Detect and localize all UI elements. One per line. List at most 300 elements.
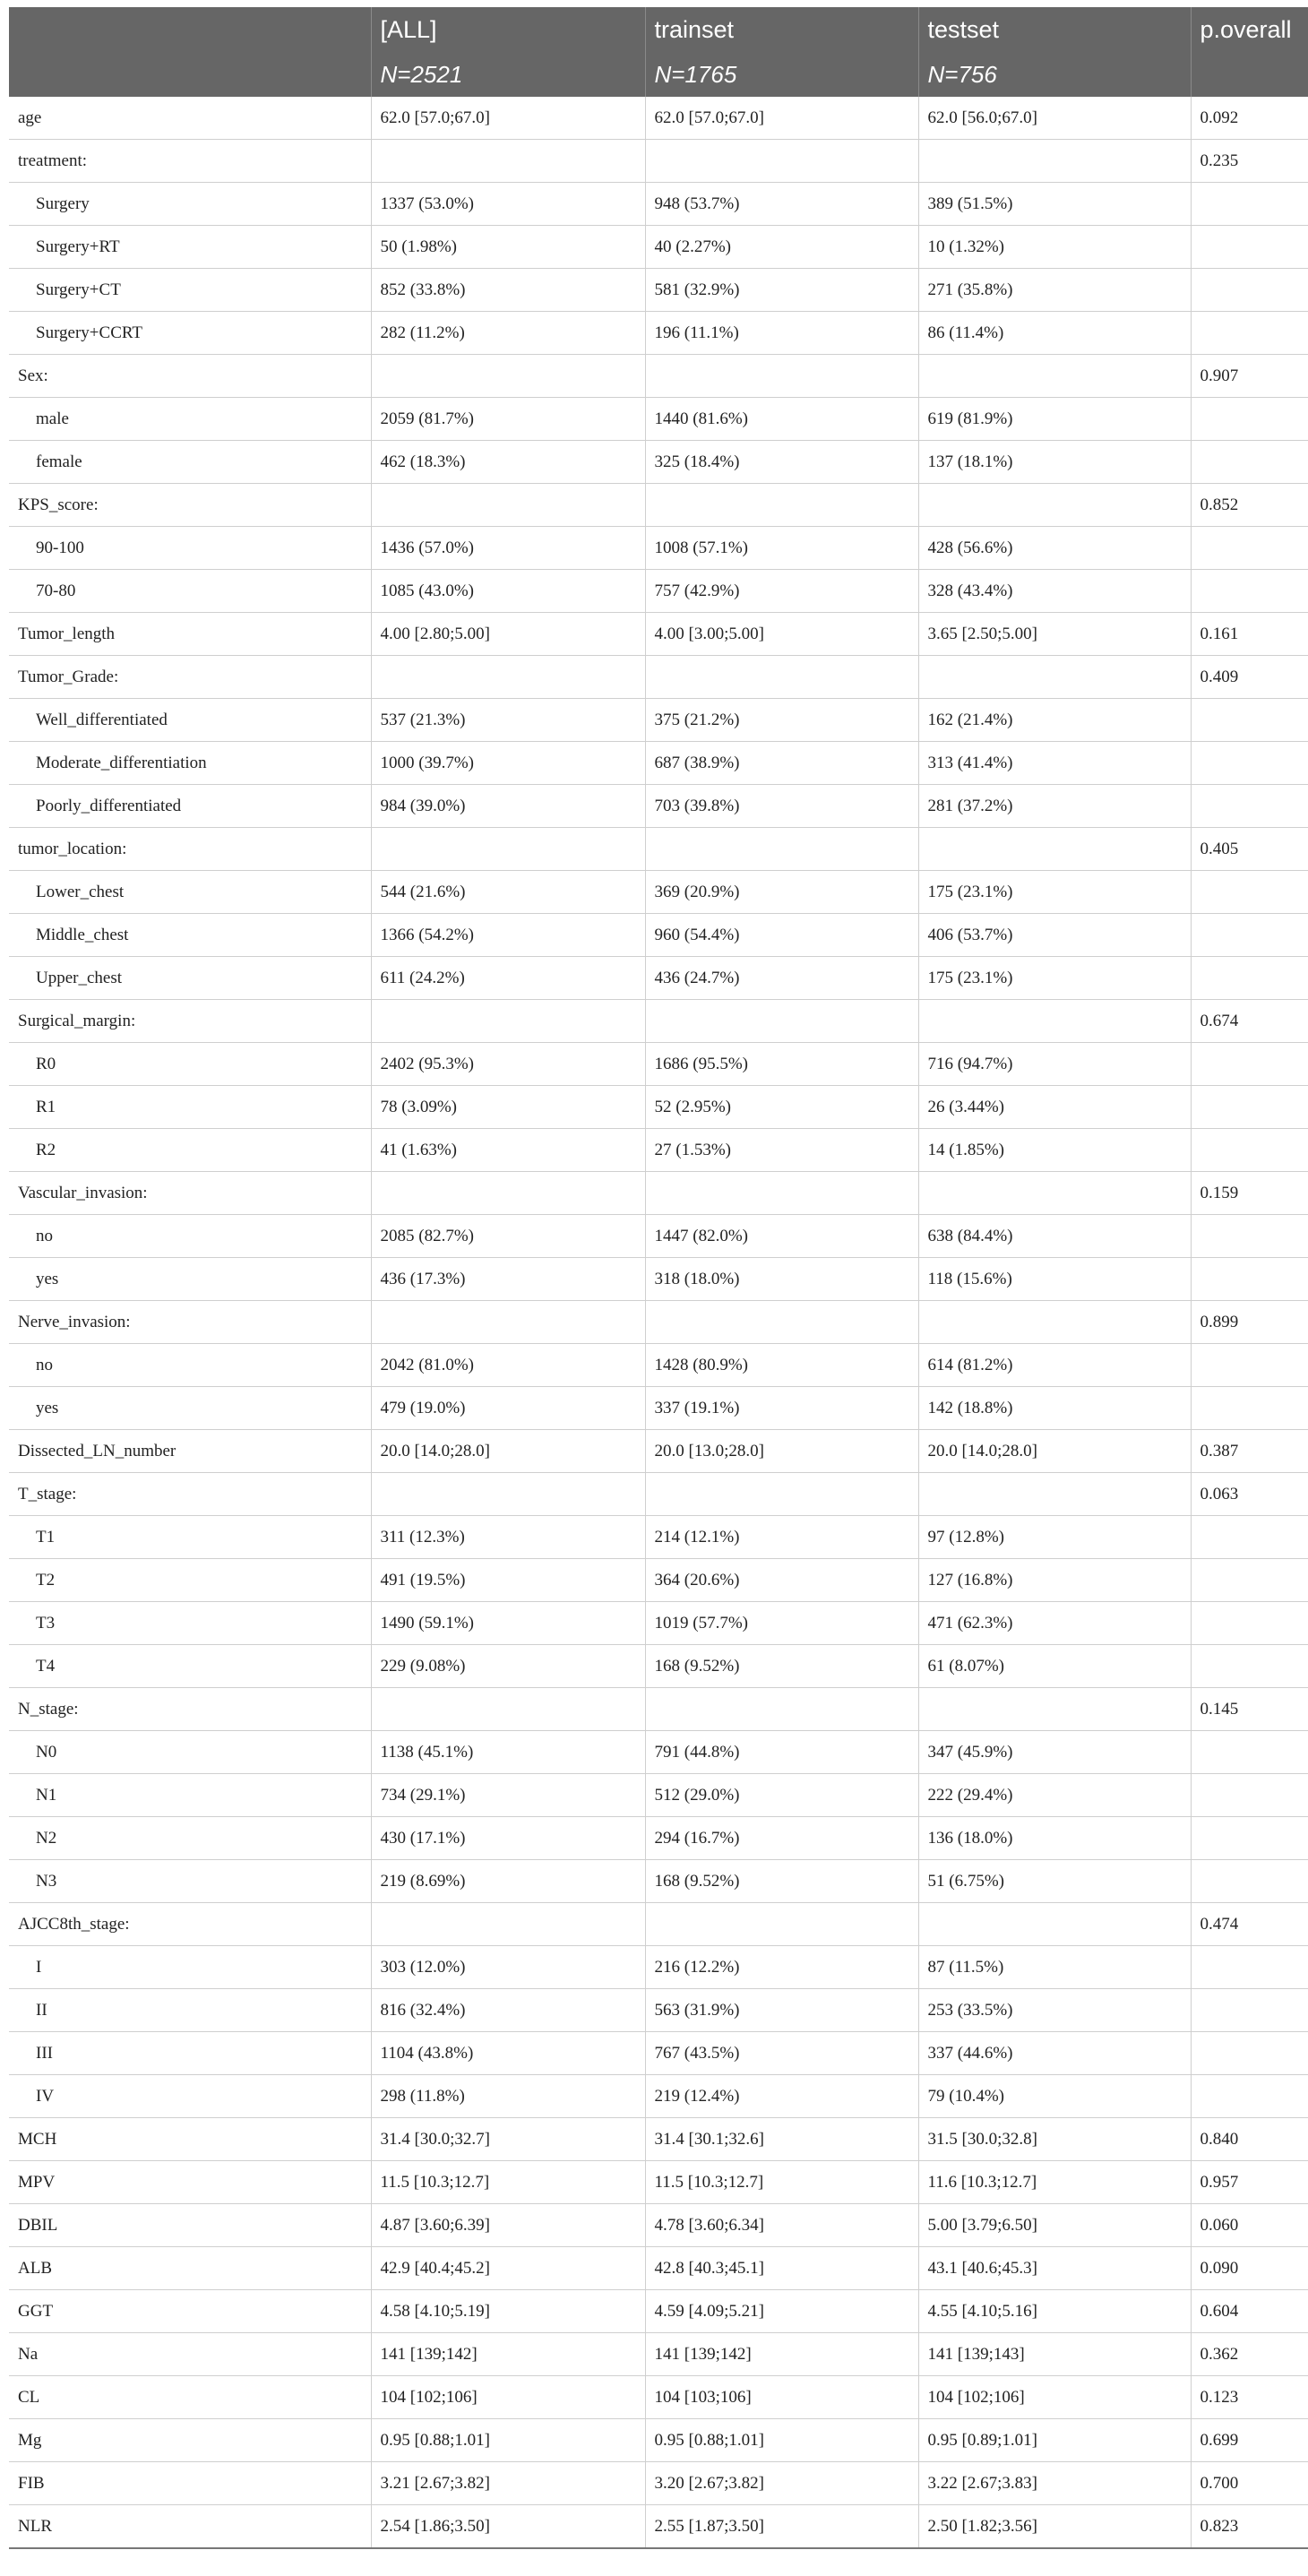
cell-all: 462 (18.3%) [371,441,645,484]
cell-trainset: 436 (24.7%) [645,957,918,1000]
cell-p-overall: 0.699 [1191,2419,1308,2462]
cell-trainset: 337 (19.1%) [645,1387,918,1430]
row-label: GGT [9,2290,371,2333]
cell-p-overall: 0.092 [1191,97,1308,140]
cell-testset: 141 [139;143] [918,2333,1191,2376]
cell-testset: 614 (81.2%) [918,1344,1191,1387]
cell-all: 537 (21.3%) [371,699,645,742]
cell-trainset [645,140,918,183]
cell-testset: 347 (45.9%) [918,1731,1191,1774]
header-row [9,7,1308,52]
cell-testset: 638 (84.4%) [918,1215,1191,1258]
cell-testset [918,828,1191,871]
cell-testset: 51 (6.75%) [918,1860,1191,1903]
row-label: MPV [9,2161,371,2204]
cell-p-overall [1191,1043,1308,1086]
cell-testset: 716 (94.7%) [918,1043,1191,1086]
cell-testset: 253 (33.5%) [918,1989,1191,2032]
cell-all: 1490 (59.1%) [371,1602,645,1645]
row-label: Surgical_margin: [9,1000,371,1043]
cell-testset: 87 (11.5%) [918,1946,1191,1989]
cell-p-overall [1191,1946,1308,1989]
table-row [9,2290,1308,2333]
cell-testset: 313 (41.4%) [918,742,1191,785]
cell-p-overall [1191,1817,1308,1860]
cell-p-overall: 0.474 [1191,1903,1308,1946]
cell-all: 984 (39.0%) [371,785,645,828]
row-label: T2 [9,1559,371,1602]
cell-trainset: 141 [139;142] [645,2333,918,2376]
cell-p-overall [1191,1086,1308,1129]
cell-all: 0.95 [0.88;1.01] [371,2419,645,2462]
table-row [9,183,1308,226]
cell-trainset: 1008 (57.1%) [645,527,918,570]
cell-p-overall: 0.957 [1191,2161,1308,2204]
cell-testset: 619 (81.9%) [918,398,1191,441]
cell-testset: 389 (51.5%) [918,183,1191,226]
cell-testset: 142 (18.8%) [918,1387,1191,1430]
cell-trainset: 687 (38.9%) [645,742,918,785]
cell-all: 4.00 [2.80;5.00] [371,613,645,656]
table-row [9,914,1308,957]
row-label: N_stage: [9,1688,371,1731]
cell-trainset [645,484,918,527]
table-row [9,570,1308,613]
table-row [9,656,1308,699]
cell-all: 2059 (81.7%) [371,398,645,441]
cell-all [371,1688,645,1731]
row-label: 70-80 [9,570,371,613]
cell-trainset: 364 (20.6%) [645,1559,918,1602]
cell-testset: 43.1 [40.6;45.3] [918,2247,1191,2290]
cell-all: 2402 (95.3%) [371,1043,645,1086]
table-row [9,97,1308,140]
cell-trainset: 40 (2.27%) [645,226,918,269]
row-label: Na [9,2333,371,2376]
cell-testset: 162 (21.4%) [918,699,1191,742]
row-label: N1 [9,1774,371,1817]
cell-trainset [645,1688,918,1731]
table-row [9,2333,1308,2376]
table-row [9,312,1308,355]
cell-trainset [645,1301,918,1344]
row-label: Surgery [9,183,371,226]
cell-p-overall [1191,785,1308,828]
row-label: R2 [9,1129,371,1172]
cell-p-overall [1191,1731,1308,1774]
table-row [9,1043,1308,1086]
cell-all: 4.87 [3.60;6.39] [371,2204,645,2247]
cell-testset: 337 (44.6%) [918,2032,1191,2075]
cell-p-overall [1191,226,1308,269]
cell-all: 3.21 [2.67;3.82] [371,2462,645,2505]
cell-all: 11.5 [10.3;12.7] [371,2161,645,2204]
table-row [9,1258,1308,1301]
row-label: Tumor_Grade: [9,656,371,699]
cell-p-overall [1191,1516,1308,1559]
table-row [9,2204,1308,2247]
cell-trainset: 104 [103;106] [645,2376,918,2419]
cell-all: 298 (11.8%) [371,2075,645,2118]
table-row [9,398,1308,441]
cell-testset: 127 (16.8%) [918,1559,1191,1602]
row-label: Lower_chest [9,871,371,914]
header-cell-all: [ALL] [371,7,645,52]
table-row [9,613,1308,656]
cell-p-overall [1191,441,1308,484]
cell-all: 2042 (81.0%) [371,1344,645,1387]
cell-testset: 3.22 [2.67;3.83] [918,2462,1191,2505]
count-cell-p-overall [1191,52,1308,97]
cell-all [371,140,645,183]
row-label: Surgery+CT [9,269,371,312]
cell-all: 430 (17.1%) [371,1817,645,1860]
cell-trainset: 318 (18.0%) [645,1258,918,1301]
cell-testset: 406 (53.7%) [918,914,1191,957]
cell-p-overall: 0.907 [1191,355,1308,398]
cell-testset [918,355,1191,398]
cell-all [371,1473,645,1516]
table-row [9,1946,1308,1989]
header-cell-variable [9,7,371,52]
cell-testset: 11.6 [10.3;12.7] [918,2161,1191,2204]
cell-trainset: 42.8 [40.3;45.1] [645,2247,918,2290]
cell-p-overall [1191,699,1308,742]
cell-trainset: 1428 (80.9%) [645,1344,918,1387]
cell-p-overall [1191,742,1308,785]
cell-p-overall [1191,183,1308,226]
cell-p-overall: 0.060 [1191,2204,1308,2247]
cell-testset: 222 (29.4%) [918,1774,1191,1817]
cell-p-overall [1191,871,1308,914]
cell-testset: 20.0 [14.0;28.0] [918,1430,1191,1473]
table-body [9,97,1308,2548]
cell-p-overall [1191,570,1308,613]
cell-trainset: 791 (44.8%) [645,1731,918,1774]
table-row [9,1774,1308,1817]
row-label: N0 [9,1731,371,1774]
count-cell-variable [9,52,371,97]
table-row [9,2032,1308,2075]
cell-p-overall: 0.090 [1191,2247,1308,2290]
cell-trainset: 325 (18.4%) [645,441,918,484]
cell-trainset: 4.00 [3.00;5.00] [645,613,918,656]
baseline-characteristics-table [9,7,1308,2549]
row-label: II [9,1989,371,2032]
row-label: T1 [9,1516,371,1559]
table-row [9,785,1308,828]
row-label: ALB [9,2247,371,2290]
cell-all [371,1172,645,1215]
row-label: yes [9,1258,371,1301]
cell-testset: 118 (15.6%) [918,1258,1191,1301]
cell-trainset: 1447 (82.0%) [645,1215,918,1258]
cell-all: 1085 (43.0%) [371,570,645,613]
cell-all [371,1000,645,1043]
cell-p-overall [1191,1129,1308,1172]
cell-testset: 79 (10.4%) [918,2075,1191,2118]
cell-trainset [645,828,918,871]
cell-p-overall [1191,1387,1308,1430]
cell-p-overall: 0.409 [1191,656,1308,699]
cell-testset [918,1301,1191,1344]
row-label: Middle_chest [9,914,371,957]
cell-p-overall: 0.899 [1191,1301,1308,1344]
cell-p-overall [1191,914,1308,957]
cell-all: 436 (17.3%) [371,1258,645,1301]
cell-all: 219 (8.69%) [371,1860,645,1903]
cell-testset [918,1903,1191,1946]
cell-p-overall: 0.145 [1191,1688,1308,1731]
cell-trainset [645,1473,918,1516]
cell-p-overall [1191,1860,1308,1903]
cell-all: 141 [139;142] [371,2333,645,2376]
cell-testset [918,140,1191,183]
cell-trainset: 4.78 [3.60;6.34] [645,2204,918,2247]
cell-testset: 175 (23.1%) [918,871,1191,914]
cell-p-overall [1191,269,1308,312]
cell-testset: 3.65 [2.50;5.00] [918,613,1191,656]
cell-p-overall [1191,1645,1308,1688]
cell-testset [918,1473,1191,1516]
row-label: yes [9,1387,371,1430]
cell-p-overall [1191,1774,1308,1817]
cell-testset: 14 (1.85%) [918,1129,1191,1172]
cell-trainset [645,1172,918,1215]
cell-all: 816 (32.4%) [371,1989,645,2032]
cell-trainset: 581 (32.9%) [645,269,918,312]
row-label: Mg [9,2419,371,2462]
cell-trainset: 168 (9.52%) [645,1860,918,1903]
header-cell-testset: testset [918,7,1191,52]
row-label: R1 [9,1086,371,1129]
row-label: treatment: [9,140,371,183]
cell-trainset: 216 (12.2%) [645,1946,918,1989]
cell-trainset: 703 (39.8%) [645,785,918,828]
cell-all: 4.58 [4.10;5.19] [371,2290,645,2333]
row-label: 90-100 [9,527,371,570]
cell-all: 2085 (82.7%) [371,1215,645,1258]
cell-p-overall [1191,312,1308,355]
row-label: MCH [9,2118,371,2161]
cell-p-overall: 0.159 [1191,1172,1308,1215]
cell-p-overall: 0.604 [1191,2290,1308,2333]
cell-p-overall: 0.161 [1191,613,1308,656]
cell-testset: 4.55 [4.10;5.16] [918,2290,1191,2333]
row-label: Sex: [9,355,371,398]
row-label: IV [9,2075,371,2118]
cell-trainset: 375 (21.2%) [645,699,918,742]
cell-p-overall [1191,1602,1308,1645]
cell-p-overall [1191,1989,1308,2032]
table-row [9,226,1308,269]
table-row [9,1301,1308,1344]
table-row [9,1430,1308,1473]
row-label: male [9,398,371,441]
cell-p-overall: 0.405 [1191,828,1308,871]
table-row [9,527,1308,570]
row-label: tumor_location: [9,828,371,871]
table-row [9,1473,1308,1516]
cell-p-overall: 0.823 [1191,2505,1308,2549]
cell-trainset: 27 (1.53%) [645,1129,918,1172]
cell-all [371,484,645,527]
table-row [9,1344,1308,1387]
table-row [9,1516,1308,1559]
table-row [9,1602,1308,1645]
row-label: Moderate_differentiation [9,742,371,785]
cell-trainset: 960 (54.4%) [645,914,918,957]
cell-testset: 5.00 [3.79;6.50] [918,2204,1191,2247]
cell-testset: 104 [102;106] [918,2376,1191,2419]
cell-testset: 136 (18.0%) [918,1817,1191,1860]
table-row [9,1645,1308,1688]
table-row [9,2161,1308,2204]
cell-all [371,656,645,699]
cell-p-overall: 0.852 [1191,484,1308,527]
row-label: female [9,441,371,484]
table-row [9,484,1308,527]
cell-all: 852 (33.8%) [371,269,645,312]
row-label: AJCC8th_stage: [9,1903,371,1946]
cell-testset: 271 (35.8%) [918,269,1191,312]
table-row [9,1086,1308,1129]
table-row [9,2247,1308,2290]
cell-trainset: 20.0 [13.0;28.0] [645,1430,918,1473]
row-label: CL [9,2376,371,2419]
cell-p-overall: 0.700 [1191,2462,1308,2505]
cell-trainset: 1686 (95.5%) [645,1043,918,1086]
cell-trainset: 214 (12.1%) [645,1516,918,1559]
row-label: T3 [9,1602,371,1645]
cell-trainset [645,656,918,699]
cell-all: 62.0 [57.0;67.0] [371,97,645,140]
table-row [9,1731,1308,1774]
row-label: Vascular_invasion: [9,1172,371,1215]
cell-all [371,1301,645,1344]
table-row [9,699,1308,742]
table-row [9,441,1308,484]
header-cell-p-overall: p.overall [1191,7,1308,52]
cell-p-overall: 0.123 [1191,2376,1308,2419]
cell-testset [918,1688,1191,1731]
table-row [9,1817,1308,1860]
row-label: Surgery+CCRT [9,312,371,355]
cell-trainset: 767 (43.5%) [645,2032,918,2075]
cell-trainset [645,1000,918,1043]
cell-testset: 10 (1.32%) [918,226,1191,269]
cell-p-overall [1191,1215,1308,1258]
row-label: N2 [9,1817,371,1860]
row-label: no [9,1344,371,1387]
cell-all: 31.4 [30.0;32.7] [371,2118,645,2161]
row-label: Surgery+RT [9,226,371,269]
cell-trainset: 62.0 [57.0;67.0] [645,97,918,140]
cell-trainset: 11.5 [10.3;12.7] [645,2161,918,2204]
cell-p-overall: 0.063 [1191,1473,1308,1516]
cell-trainset: 2.55 [1.87;3.50] [645,2505,918,2549]
table-row [9,2419,1308,2462]
count-cell-all: N=2521 [371,52,645,97]
cell-all [371,828,645,871]
cell-p-overall [1191,527,1308,570]
cell-trainset: 219 (12.4%) [645,2075,918,2118]
cell-testset: 62.0 [56.0;67.0] [918,97,1191,140]
table-row [9,2505,1308,2549]
table-row [9,1860,1308,1903]
cell-all: 1138 (45.1%) [371,1731,645,1774]
table-row [9,1129,1308,1172]
row-label: T_stage: [9,1473,371,1516]
row-label: FIB [9,2462,371,2505]
cell-trainset: 168 (9.52%) [645,1645,918,1688]
cell-testset: 86 (11.4%) [918,312,1191,355]
table-row [9,1000,1308,1043]
cell-trainset: 31.4 [30.1;32.6] [645,2118,918,2161]
cell-testset: 31.5 [30.0;32.8] [918,2118,1191,2161]
row-label: R0 [9,1043,371,1086]
cell-p-overall: 0.674 [1191,1000,1308,1043]
row-label: Upper_chest [9,957,371,1000]
cell-p-overall [1191,2075,1308,2118]
table-row [9,1903,1308,1946]
table-row [9,742,1308,785]
cell-all: 41 (1.63%) [371,1129,645,1172]
row-label: NLR [9,2505,371,2549]
table-row [9,269,1308,312]
cell-trainset: 52 (2.95%) [645,1086,918,1129]
table-row [9,1559,1308,1602]
cell-testset [918,1000,1191,1043]
cell-trainset: 1440 (81.6%) [645,398,918,441]
cell-all: 479 (19.0%) [371,1387,645,1430]
cell-testset: 26 (3.44%) [918,1086,1191,1129]
cell-all: 20.0 [14.0;28.0] [371,1430,645,1473]
cell-testset: 2.50 [1.82;3.56] [918,2505,1191,2549]
cell-all: 229 (9.08%) [371,1645,645,1688]
row-label: Nerve_invasion: [9,1301,371,1344]
cell-p-overall: 0.387 [1191,1430,1308,1473]
cell-all: 1337 (53.0%) [371,183,645,226]
cell-all: 42.9 [40.4;45.2] [371,2247,645,2290]
cell-p-overall [1191,1559,1308,1602]
cell-testset: 471 (62.3%) [918,1602,1191,1645]
cell-all: 734 (29.1%) [371,1774,645,1817]
cell-testset: 281 (37.2%) [918,785,1191,828]
cell-p-overall [1191,2032,1308,2075]
cell-testset: 137 (18.1%) [918,441,1191,484]
table-row [9,1215,1308,1258]
cell-trainset: 512 (29.0%) [645,1774,918,1817]
cell-all: 303 (12.0%) [371,1946,645,1989]
cell-all: 1104 (43.8%) [371,2032,645,2075]
table-row [9,2118,1308,2161]
cell-all: 491 (19.5%) [371,1559,645,1602]
cell-all [371,1903,645,1946]
cell-p-overall [1191,1344,1308,1387]
cell-p-overall [1191,957,1308,1000]
row-label: N3 [9,1860,371,1903]
count-cell-trainset: N=1765 [645,52,918,97]
cell-testset [918,484,1191,527]
cell-trainset: 1019 (57.7%) [645,1602,918,1645]
table-row [9,355,1308,398]
cell-testset: 0.95 [0.89;1.01] [918,2419,1191,2462]
row-label: Poorly_differentiated [9,785,371,828]
cell-trainset: 294 (16.7%) [645,1817,918,1860]
cell-testset: 328 (43.4%) [918,570,1191,613]
row-label: Well_differentiated [9,699,371,742]
